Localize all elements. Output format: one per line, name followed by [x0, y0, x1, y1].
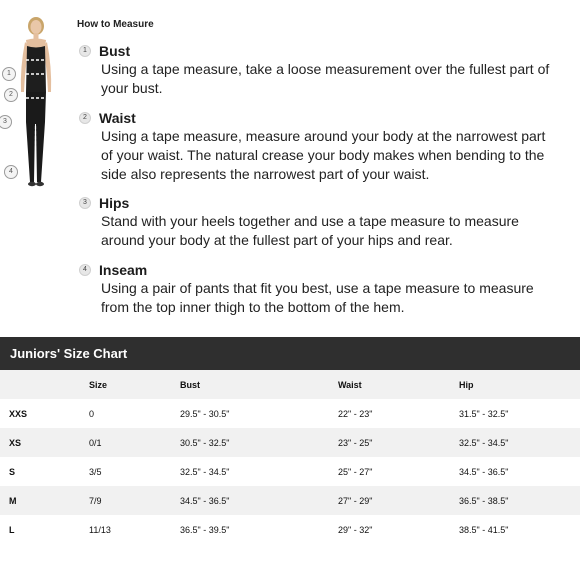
size-number: 7/9 — [89, 495, 102, 506]
size-label: XS — [9, 437, 22, 448]
size-label: XXS — [9, 408, 28, 419]
bust-range: 30.5" - 32.5" — [180, 437, 230, 448]
measure-name: Waist — [99, 110, 136, 126]
how-to-measure-title: How to Measure — [77, 19, 154, 30]
size-label: M — [9, 495, 17, 506]
measure-name: Bust — [99, 43, 131, 59]
table-row — [0, 399, 580, 428]
size-number: 11/13 — [89, 524, 111, 535]
size-chart-table — [0, 370, 580, 544]
column-header-waist: Waist — [338, 379, 362, 390]
hip-range: 38.5" - 41.5" — [459, 524, 509, 535]
waist-range: 27" - 29" — [338, 495, 373, 506]
step-number-badge: 1 — [79, 45, 91, 57]
table-row — [0, 457, 580, 486]
waist-marker: 2 — [4, 88, 18, 102]
measure-name: Inseam — [99, 262, 148, 278]
bust-marker: 1 — [2, 67, 16, 81]
waist-range: 23" - 25" — [338, 437, 373, 448]
measure-description-line: of your waist. The natural crease your body makes when bending to the — [101, 147, 545, 163]
measure-name: Hips — [99, 195, 130, 211]
hip-range: 32.5" - 34.5" — [459, 437, 509, 448]
measure-item-inseam — [79, 261, 580, 317]
size-chart-header — [0, 337, 580, 370]
hip-range: 34.5" - 36.5" — [459, 466, 509, 477]
measure-description-line: Stand with your heels together and use a tape measure to measure — [101, 213, 519, 229]
column-header-hip: Hip — [459, 379, 474, 390]
bust-range: 29.5" - 30.5" — [180, 408, 230, 419]
hips-marker: 3 — [0, 115, 12, 129]
step-number-badge: 3 — [79, 197, 91, 209]
measure-item-waist — [79, 109, 580, 184]
table-row — [0, 515, 580, 544]
step-number-badge: 2 — [79, 112, 91, 124]
size-number: 0/1 — [89, 437, 102, 448]
column-header-size: Size — [89, 379, 108, 390]
bust-range: 32.5" - 34.5" — [180, 466, 230, 477]
bust-range: 34.5" - 36.5" — [180, 495, 230, 506]
hip-range: 31.5" - 32.5" — [459, 408, 509, 419]
measure-description-line: your bust. — [101, 80, 163, 96]
size-label: L — [9, 524, 15, 535]
waist-range: 29" - 32" — [338, 524, 373, 535]
step-number-badge: 4 — [79, 264, 91, 276]
measure-item-bust — [79, 42, 580, 98]
measure-description-line: Using a pair of pants that fit you best, use a tape measure to measure — [101, 280, 534, 296]
table-row — [0, 486, 580, 515]
table-header-row — [0, 370, 580, 399]
size-label: S — [9, 466, 16, 477]
measure-description-line: side also represents the narrowest part of your waist. — [101, 166, 430, 182]
measure-description-line: Using a tape measure, take a loose measurement over the fullest part of — [101, 61, 550, 77]
size-number: 0 — [89, 408, 95, 419]
size-chart-title: Juniors' Size Chart — [10, 346, 128, 361]
bust-range: 36.5" - 39.5" — [180, 524, 230, 535]
table-row — [0, 428, 580, 457]
measure-description-line: from the top inner thigh to the bottom of the hem. — [101, 299, 405, 315]
model-figure — [0, 12, 72, 192]
hip-range: 36.5" - 38.5" — [459, 495, 509, 506]
column-header-bust: Bust — [180, 379, 200, 390]
waist-range: 22" - 23" — [338, 408, 373, 419]
size-number: 3/5 — [89, 466, 102, 477]
measure-description-line: Using a tape measure, measure around your body at the narrowest part — [101, 128, 546, 144]
inseam-marker: 4 — [4, 165, 18, 179]
column-header — [0, 370, 89, 399]
measure-description-line: around your body at the fullest part of your hips and rear. — [101, 232, 453, 248]
measure-item-hips — [79, 194, 580, 250]
waist-range: 25" - 27" — [338, 466, 373, 477]
